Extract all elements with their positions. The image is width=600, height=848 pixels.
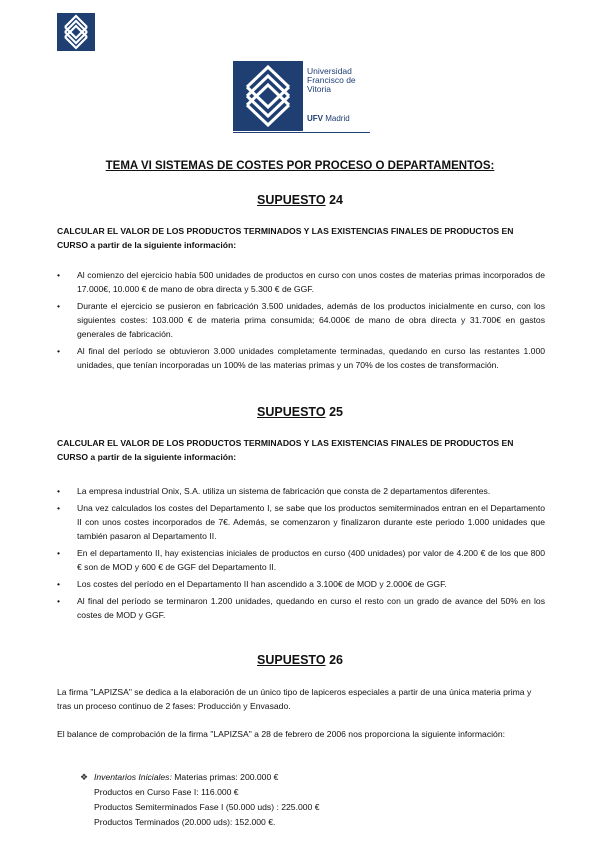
list-item: • La empresa industrial Onix, S.A. utiliza un sistema de fabricación que consta de 2 departamentos diferentes. [57,486,491,496]
list-item: • Al comienzo del ejercicio había 500 unidades de productos en curso con unos costes de materias primas incorporados de 17.000€, 10.000 € de mano de obra directa y 5.300 € de GGF. [57,270,545,294]
supuesto-24-list [57,268,545,375]
inventory-line: Productos Terminados (20.000 uds): 152.000 €. [94,817,276,827]
supuesto-26-intro: La firma "LAPIZSA" se dedica a la elaboración de un único tipo de lapiceros especiales a partir de una única materia prima y tras un proceso continuo de 2 fases: Producción y Envasado. [57,687,532,711]
university-name: Universidad Francisco de Vitoria [307,66,356,94]
ufv-logo-mark [233,61,303,131]
list-item: • Al final del período se obtuvieron 3.000 unidades completamente terminadas, quedando en curso las restantes 1.000 unidades, que tenían incorporadas un 100% de las materias primas y un 70% de los costes de transformación. [57,346,545,370]
supuesto-26-balance: El balance de comprobación de la firma "LAPIZSA" a 28 de febrero de 2006 nos proporciona la siguiente información: [57,729,505,739]
supuesto-25-list [57,484,545,625]
supuesto-26-title: SUPUESTO 26 [257,653,343,667]
list-item: • Una vez calculados los costes del Departamento I, se sabe que los productos semiterminados entran en el Departamento II con unos costes incorporados de 7€. Además, se comenzaron y finalizaron durante este periodo 1.000 unidades que también pasaron al Departamento II. [57,503,545,541]
supuesto-24-title: SUPUESTO 24 [257,193,343,207]
lattice-icon [233,61,303,131]
ufv-small-logo [57,13,95,51]
diamond-bullet-icon: ❖ [80,772,89,782]
logo-divider [233,132,370,133]
list-item: • Los costes del período en el Departamento II han ascendido a 3.100€ de MOD y 2.000€ de GGF. [57,579,447,589]
supuesto-24-instructions: CALCULAR EL VALOR DE LOS PRODUCTOS TERMINADOS Y LAS EXISTENCIAS FINALES DE PRODUCTOS EN CURSO a partir de la siguiente información: [57,226,514,250]
list-item: • Durante el ejercicio se pusieron en fabricación 3.500 unidades, además de los productos inicialmente en curso, con los siguientes costes: 103.000 € de materia prima consumida; 64.000€ de mano de obra directa y 31.700€ en gastos generales de fabricación. [57,301,545,339]
inventory-line: Productos Semiterminados Fase I (50.000 uds) : 225.000 € [94,802,320,812]
ufv-madrid-label: UFV Madrid [307,114,350,123]
inventory-first-line: Inventarios Iniciales: Materias primas: 200.000 € [94,772,279,782]
lattice-icon [57,13,95,51]
list-item: • En el departamento II, hay existencias iniciales de productos en curso (400 unidades) por valor de 4.200 € de los que 800 € son de MOD y 600 € de GGF del Departamento II. [57,548,545,572]
ufv-university-logo [233,61,371,131]
supuesto-25-title: SUPUESTO 25 [257,405,343,419]
inventory-line: Productos en Curso Fase I: 116.000 € [94,787,239,797]
page-title: TEMA VI SISTEMAS DE COSTES POR PROCESO O DEPARTAMENTOS: [105,160,495,172]
supuesto-25-instructions: CALCULAR EL VALOR DE LOS PRODUCTOS TERMINADOS Y LAS EXISTENCIAS FINALES DE PRODUCTOS EN CURSO a partir de la siguiente información: [57,438,514,462]
list-item: • Al final del período se terminaron 1.200 unidades, quedando en curso el resto con un grado de avance del 50% en los costes de MOD y GGF. [57,596,545,620]
